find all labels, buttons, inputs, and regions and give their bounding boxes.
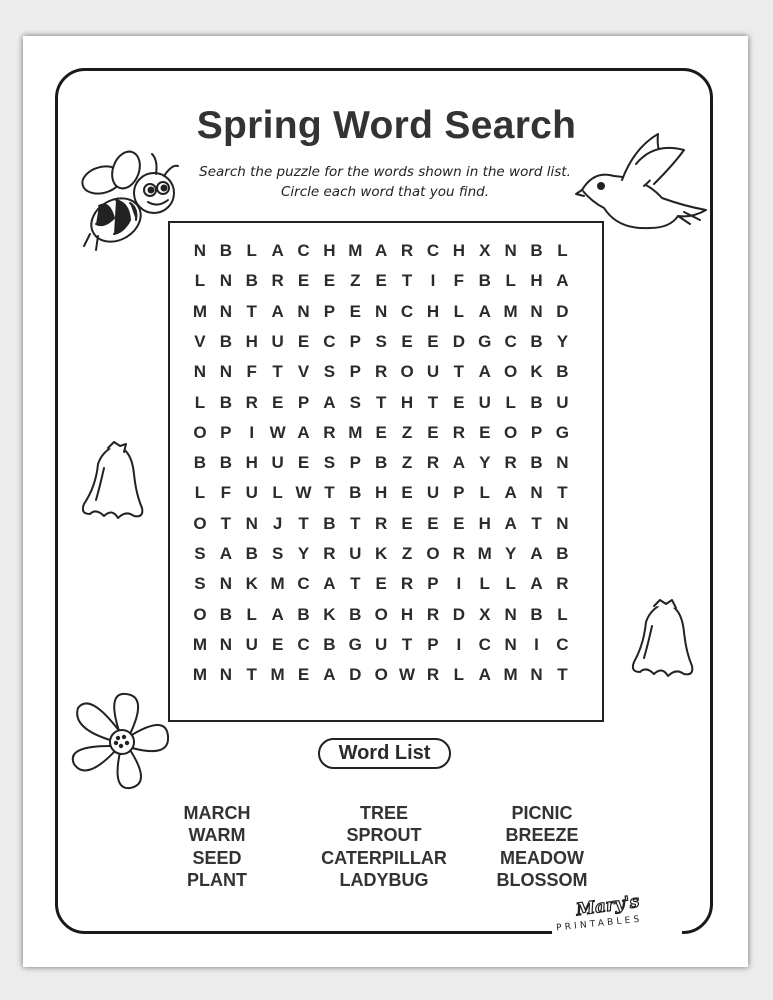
grid-letter: A — [271, 604, 284, 624]
word-list-item: MARCH — [183, 803, 251, 823]
grid-letter: E — [271, 634, 284, 654]
grid-letter: Z — [401, 453, 413, 473]
grid-row — [187, 660, 575, 690]
grid-row — [187, 448, 575, 478]
word-list-item: WARM — [188, 825, 246, 846]
grid-letter: Y — [504, 544, 517, 563]
grid-letter: K — [530, 362, 543, 382]
grid-letter: U — [375, 634, 388, 654]
instructions-line-2: Circle each word that you find. — [281, 184, 489, 200]
grid-letter: B — [193, 453, 207, 473]
grid-letter: L — [557, 241, 568, 260]
grid-letter: U — [478, 392, 491, 412]
grid-letter: P — [349, 331, 361, 351]
grid-letter: R — [504, 453, 517, 473]
grid-letter: T — [401, 634, 413, 654]
grid-letter: M — [270, 574, 285, 594]
grid-letter: H — [400, 392, 414, 412]
grid-letter: M — [270, 665, 285, 685]
grid-letter: G — [555, 422, 570, 442]
grid-letter: B — [478, 271, 491, 291]
grid-letter: H — [245, 331, 258, 351]
grid-letter: L — [246, 241, 257, 260]
grid-letter: F — [453, 271, 465, 291]
grid-letter: T — [427, 392, 439, 412]
grid-letter: U — [245, 634, 258, 654]
word-list-item: PICNIC — [511, 803, 573, 823]
grid-letter: K — [245, 574, 258, 594]
bellflower-icon — [74, 438, 154, 528]
grid-letter: A — [219, 544, 232, 563]
grid-letter: Z — [401, 422, 413, 442]
grid-letter: F — [220, 483, 232, 503]
page-title: Spring Word Search — [196, 104, 577, 147]
grid-letter: B — [530, 392, 543, 412]
grid-letter: N — [375, 301, 388, 321]
grid-letter: C — [504, 331, 517, 351]
grid-letter: I — [456, 574, 462, 594]
grid-letter: M — [192, 665, 208, 685]
grid-letter: B — [219, 453, 232, 473]
logo-subtitle: PRINTABLES — [555, 914, 643, 934]
grid-letter: O — [374, 604, 388, 624]
word-list-item: LADYBUG — [339, 869, 429, 890]
grid-letter: A — [478, 665, 491, 685]
grid-letter: B — [245, 271, 258, 291]
marys-printables-logo — [552, 891, 682, 946]
grid-letter: N — [556, 513, 569, 533]
grid-letter: U — [426, 362, 440, 382]
grid-letter: L — [453, 301, 465, 321]
word-list-item: SEED — [192, 847, 242, 868]
grid-letter: O — [400, 362, 414, 382]
grid-letter: P — [530, 422, 543, 442]
grid-letter: R — [426, 453, 440, 473]
grid-letter: T — [557, 483, 568, 503]
grid-letter: H — [452, 241, 465, 260]
grid-letter: E — [427, 331, 439, 351]
grid-letter: E — [375, 422, 387, 442]
grid-letter: R — [556, 574, 569, 594]
grid-letter: L — [505, 574, 516, 594]
grid-letter: U — [556, 392, 569, 412]
grid-row — [187, 539, 575, 569]
grid-letter: T — [453, 362, 465, 382]
grid-letter: L — [505, 271, 516, 291]
grid-letter: N — [219, 362, 232, 382]
grid-letter: R — [323, 544, 336, 563]
grid-letter: I — [534, 634, 539, 654]
grid-letter: Z — [350, 271, 361, 291]
grid-letter: N — [504, 604, 517, 624]
word-list-item: PLANT — [187, 869, 247, 890]
grid-letter: X — [479, 241, 491, 260]
grid-letter: L — [194, 271, 206, 291]
grid-letter: T — [246, 301, 257, 321]
grid-letter: O — [193, 604, 207, 624]
grid-letter: F — [246, 362, 257, 382]
instructions — [170, 162, 600, 202]
grid-letter: T — [557, 665, 568, 685]
grid-letter: U — [349, 544, 362, 563]
grid-letter: E — [297, 271, 310, 291]
grid-letter: L — [557, 604, 568, 624]
grid-letter: R — [245, 392, 258, 412]
grid-letter: C — [297, 574, 310, 594]
grid-letter: R — [271, 271, 284, 291]
grid-letter: M — [348, 241, 363, 260]
grid-letter: E — [401, 331, 413, 351]
grid-letter: B — [530, 331, 543, 351]
grid-letter: N — [530, 483, 543, 503]
word-list-item: TREE — [359, 803, 408, 823]
grid-letter: S — [323, 362, 336, 382]
grid-letter: A — [478, 362, 491, 382]
grid-row — [187, 569, 575, 599]
grid-letter: C — [426, 241, 440, 260]
grid-letter: M — [192, 301, 208, 321]
grid-row — [187, 297, 575, 327]
grid-letter: A — [323, 392, 336, 412]
grid-letter: S — [271, 544, 284, 563]
grid-letter: B — [297, 604, 310, 624]
grid-letter: E — [349, 301, 361, 321]
grid-letter: W — [269, 422, 286, 442]
grid-letter: B — [219, 392, 232, 412]
grid-letter: E — [479, 422, 491, 442]
grid-letter: B — [375, 453, 388, 473]
grid-letter: W — [295, 483, 312, 503]
logo-name: Mary's — [574, 891, 641, 921]
grid-letter: R — [323, 422, 336, 442]
grid-letter: N — [297, 301, 310, 321]
grid-letter: B — [530, 241, 543, 260]
grid-letter: U — [426, 483, 440, 503]
grid-letter: T — [531, 513, 542, 533]
grid-letter: L — [246, 604, 257, 624]
word-list-column-3 — [462, 802, 622, 891]
grid-letter: T — [246, 665, 257, 685]
grid-letter: L — [453, 665, 465, 685]
grid-letter: N — [219, 665, 232, 685]
grid-letter: M — [192, 634, 208, 654]
grid-letter: N — [219, 574, 232, 594]
grid-letter: D — [452, 604, 465, 624]
grid-letter: C — [400, 301, 414, 321]
grid-letter: T — [324, 483, 335, 503]
grid-letter: D — [349, 665, 362, 685]
grid-letter: B — [323, 513, 336, 533]
grid-letter: Y — [297, 544, 310, 563]
grid-letter: N — [504, 241, 517, 260]
grid-letter: T — [350, 574, 361, 594]
grid-letter: S — [194, 574, 206, 594]
grid-letter: P — [297, 392, 310, 412]
grid-row — [187, 327, 575, 357]
grid-letter: N — [219, 271, 232, 291]
word-list-item: MEADOW — [500, 847, 584, 868]
grid-letter: W — [399, 665, 416, 685]
word-list-item: BLOSSOM — [496, 869, 588, 890]
grid-letter: T — [298, 513, 309, 533]
grid-letter: Z — [401, 544, 413, 563]
grid-letter: S — [375, 331, 387, 351]
grid-letter: G — [478, 331, 492, 351]
grid-letter: O — [504, 422, 518, 442]
grid-letter: T — [272, 362, 283, 382]
grid-letter: M — [348, 422, 363, 442]
grid-letter: O — [426, 544, 440, 563]
grid-letter: L — [272, 483, 283, 503]
grid-letter: T — [220, 513, 232, 533]
grid-letter: P — [323, 301, 336, 321]
grid-letter: P — [427, 634, 439, 654]
bellflower-icon — [622, 596, 702, 686]
grid-letter: J — [272, 513, 283, 533]
grid-letter: B — [245, 544, 258, 563]
grid-letter: X — [479, 604, 491, 624]
grid-letter: C — [297, 241, 310, 260]
grid-letter: E — [271, 392, 284, 412]
grid-letter: E — [453, 513, 465, 533]
grid-letter: E — [323, 271, 336, 291]
grid-letter: N — [193, 241, 207, 260]
grid-letter: H — [245, 453, 258, 473]
grid-letter: A — [323, 665, 336, 685]
grid-letter: B — [530, 604, 543, 624]
word-list-label: Word List — [318, 738, 451, 769]
grid-letter: H — [478, 513, 491, 533]
grid-letter: A — [452, 453, 465, 473]
word-list-column-1 — [137, 802, 297, 891]
grid-letter: A — [297, 422, 310, 442]
grid-letter: D — [452, 331, 465, 351]
grid-row — [187, 478, 575, 508]
grid-letter: L — [479, 483, 490, 503]
grid-letter: H — [400, 604, 414, 624]
grid-letter: H — [426, 301, 440, 321]
grid-letter: B — [349, 483, 362, 503]
flower-icon — [66, 688, 176, 793]
grid-letter: K — [375, 544, 388, 563]
grid-letter: A — [271, 241, 284, 260]
grid-letter: M — [503, 301, 518, 321]
grid-letter: N — [530, 665, 543, 685]
grid-row — [187, 418, 575, 448]
grid-letter: Y — [556, 331, 569, 351]
grid-letter: O — [374, 665, 388, 685]
grid-letter: H — [530, 271, 543, 291]
grid-letter: B — [556, 362, 569, 382]
grid-letter: E — [401, 513, 413, 533]
grid-letter: Y — [479, 453, 491, 473]
grid-letter: P — [349, 453, 361, 473]
grid-letter: R — [375, 362, 388, 382]
grid-letter: C — [556, 634, 569, 654]
grid-letter: S — [194, 544, 206, 563]
grid-letter: A — [504, 513, 517, 533]
grid-letter: A — [504, 483, 517, 503]
grid-letter: M — [477, 544, 492, 563]
instructions-line-1: Search the puzzle for the words shown in the word list. — [199, 164, 571, 180]
grid-letter: R — [452, 422, 465, 442]
grid-letter: N — [193, 362, 207, 382]
grid-letter: P — [427, 574, 439, 594]
grid-letter: A — [530, 574, 543, 594]
grid-letter: R — [452, 544, 465, 563]
grid-letter: B — [530, 453, 543, 473]
grid-letter: L — [505, 392, 516, 412]
grid-letter: B — [219, 331, 232, 351]
grid-letter: R — [400, 241, 414, 260]
grid-letter: V — [297, 362, 310, 382]
grid-letter: R — [426, 665, 440, 685]
grid-letter: U — [245, 483, 258, 503]
grid-letter: U — [271, 453, 284, 473]
grid-letter: H — [375, 483, 388, 503]
grid-letter: I — [456, 634, 462, 654]
grid-letter: R — [375, 513, 388, 533]
grid-letter: P — [453, 483, 465, 503]
grid-letter: C — [297, 634, 310, 654]
grid-letter: G — [348, 634, 362, 654]
grid-letter: S — [349, 392, 361, 412]
grid-letter: B — [323, 634, 336, 654]
grid-letter: H — [323, 241, 336, 260]
grid-letter: C — [323, 331, 336, 351]
grid-letter: L — [194, 483, 206, 503]
grid-letter: M — [503, 665, 518, 685]
grid-letter: E — [297, 331, 310, 351]
grid-letter: E — [401, 483, 413, 503]
word-list-column-2 — [304, 802, 464, 891]
grid-letter: A — [530, 544, 543, 563]
grid-letter: E — [297, 453, 310, 473]
grid-letter: O — [504, 362, 518, 382]
grid-row — [187, 600, 575, 630]
grid-letter: B — [219, 604, 232, 624]
grid-row — [187, 266, 575, 296]
grid-letter: N — [219, 301, 232, 321]
grid-letter: N — [504, 634, 517, 654]
grid-letter: A — [478, 301, 491, 321]
grid-letter: E — [427, 513, 439, 533]
grid-row — [187, 388, 575, 418]
grid-letter: T — [401, 271, 413, 291]
grid-row — [187, 236, 575, 266]
grid-letter: D — [556, 301, 569, 321]
grid-letter: A — [323, 574, 336, 594]
grid-letter: P — [220, 422, 232, 442]
grid-letter: T — [375, 392, 387, 412]
grid-row — [187, 630, 575, 660]
grid-letter: S — [323, 453, 336, 473]
grid-letter: E — [375, 574, 387, 594]
grid-letter: N — [556, 453, 569, 473]
grid-letter: T — [350, 513, 361, 533]
grid-letter: N — [530, 301, 543, 321]
grid-letter: R — [426, 604, 440, 624]
word-list-item: CATERPILLAR — [321, 847, 447, 868]
grid-letter: R — [400, 574, 414, 594]
grid-letter: O — [193, 422, 207, 442]
word-list-item: BREEZE — [505, 825, 579, 846]
grid-letter: E — [453, 392, 465, 412]
grid-letter: E — [427, 422, 439, 442]
grid-letter: B — [556, 544, 569, 563]
grid-letter: I — [249, 422, 255, 442]
grid-letter: L — [194, 392, 206, 412]
word-search-grid — [168, 221, 604, 722]
grid-letter: V — [194, 331, 206, 351]
grid-letter: A — [556, 271, 569, 291]
grid-letter: E — [297, 665, 310, 685]
grid-letter: E — [375, 271, 387, 291]
grid-letter: N — [219, 634, 232, 654]
grid-row — [187, 509, 575, 539]
grid-letter: A — [271, 301, 284, 321]
grid-letter: P — [349, 362, 361, 382]
grid-letter: L — [479, 574, 490, 594]
grid-letter: I — [430, 271, 436, 291]
grid-letter: O — [193, 513, 207, 533]
grid-letter: B — [219, 241, 232, 260]
grid-row — [187, 357, 575, 387]
grid-letter: K — [323, 604, 336, 624]
grid-letter: B — [349, 604, 362, 624]
grid-letter: N — [245, 513, 258, 533]
grid-letter: C — [478, 634, 491, 654]
grid-letter: A — [375, 241, 388, 260]
word-list-item: SPROUT — [346, 825, 422, 846]
grid-letter: U — [271, 331, 284, 351]
